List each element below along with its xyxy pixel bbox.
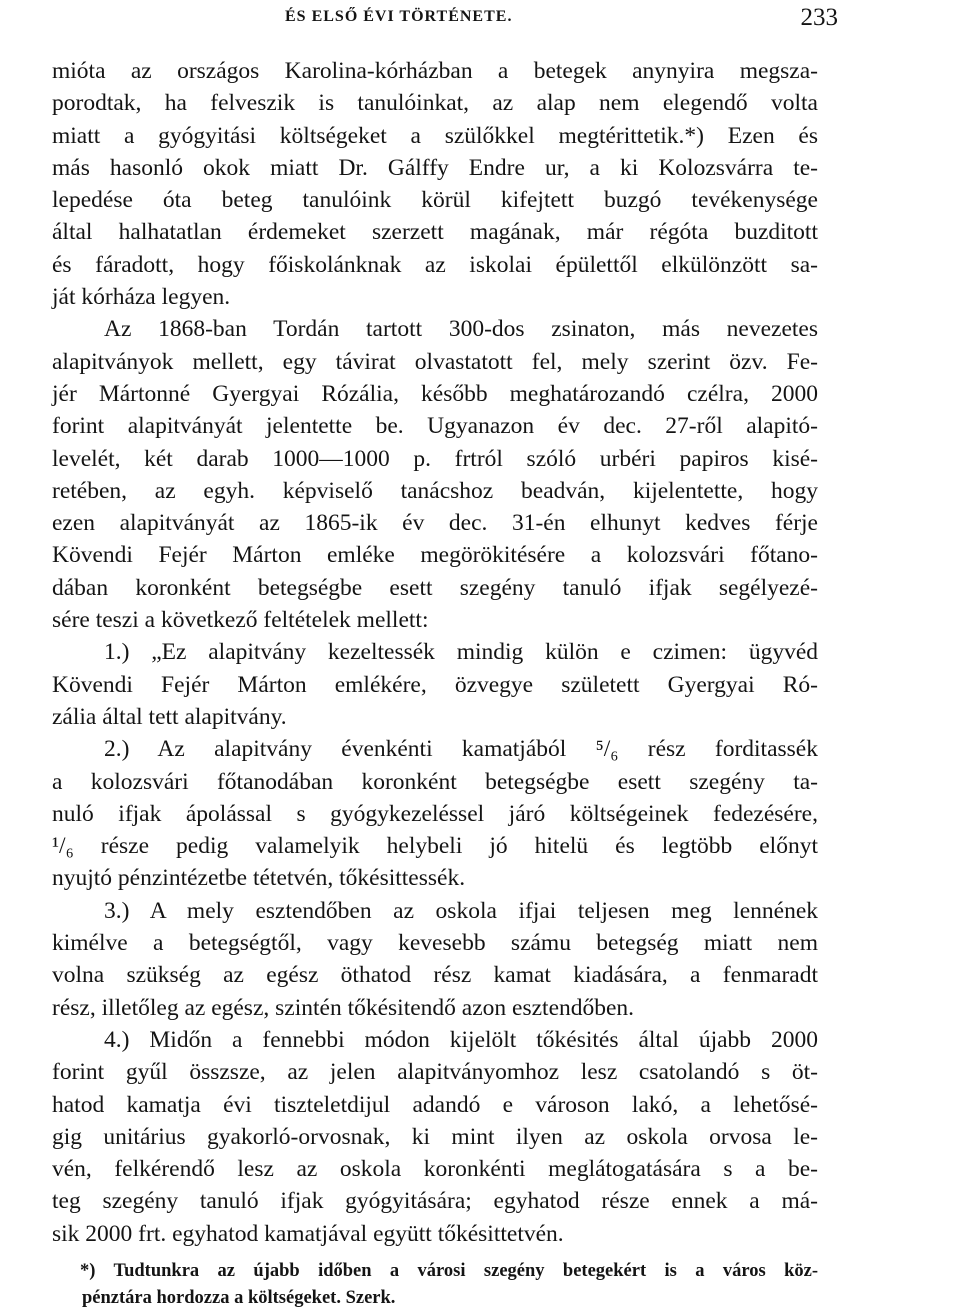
running-title: ÉS ELSŐ ÉVI TÖRTÉNETE. xyxy=(285,8,513,25)
text-line: mióta az országos Karolina-kórházban a betegek anynyira megsza- xyxy=(52,58,818,84)
text-line: volna szükség az egész öthatod rész kamat kiadására, a fenmaradt xyxy=(52,962,818,989)
text-line: vén, felkérendő lesz az oskola koronkénti meglátogatására s a be- xyxy=(52,1156,818,1183)
text-line: hatod kamatja évi tiszteletdijul adandó e városon lakó, a lehetősé- xyxy=(52,1091,818,1118)
text-line: nyujtó pénzintézetbe tétetvén, tőkésittessék. xyxy=(52,865,466,892)
text-line: retében, az egyh. képviselő tanácshoz beadván, kijelentette, hogy xyxy=(52,477,818,504)
text-line: levelét, két darab 1000—1000 p. frtról szóló urbéri papiros kisé- xyxy=(52,445,818,472)
text-line: rész, illetőleg az egész, szintén tőkésitendő azon esztendőben. xyxy=(52,994,635,1021)
text-line: sére teszi a következő feltételek mellett: xyxy=(52,607,429,634)
text-line: porodtak, ha felveszik is tanulóinkat, az alap nem elegendő volta xyxy=(52,90,818,117)
text-line: teg szegény tanuló ifjak gyógyitására; egyhatod része ennek a má- xyxy=(52,1188,818,1215)
page-number: 233 xyxy=(800,4,838,31)
text-line: dában koronként betegségbe esett szegény tanuló ifjak segélyezé- xyxy=(52,574,818,601)
text-line: kimélve a betegségtől, vagy kevesebb számu betegség miatt nem xyxy=(52,930,818,957)
text-line: lepedése óta beteg tanulóink körül kifejtett buzgó tevékenysége xyxy=(52,187,818,214)
text-line: forint gyűl összsze, az jelen alapitványomhoz lesz csatolandó s öt- xyxy=(52,1059,818,1086)
paragraph-start: 4.) Midőn a fennebbi módon kijelölt tőkésités által újabb 2000 xyxy=(104,1026,818,1053)
body-text xyxy=(52,55,818,1250)
text-line: miatt a gyógyitási költségeket a szülőkkel megtérittetik.*) Ezen és xyxy=(52,122,818,149)
text-line: ját kórháza legyen. xyxy=(52,284,231,311)
paragraph-start: Az 1868-ban Tordán tartott 300-dos zsinaton, más nevezetes xyxy=(104,316,818,343)
text-line: által halhatatlan érdemeket szerzett magának, már régóta buzditott xyxy=(52,219,818,246)
text-line: és fáradott, hogy főiskolánknak az iskolai épülettől elkülönzött sa- xyxy=(52,251,818,278)
text-line: ¹/₆ része pedig valamelyik helybeli jó hitelü és legtöbb előnyt xyxy=(52,833,818,860)
footnote-line: pénztára hordozza a költségeket. Szerk. xyxy=(82,1288,396,1308)
text-line: forint alapitványát jelentette be. Ugyanazon év dec. 27-ről alapitó- xyxy=(52,413,818,440)
footnote xyxy=(52,1258,818,1312)
text-line: ezen alapitványát az 1865-ik év dec. 31-én elhunyt kedves férje xyxy=(52,510,818,537)
text-line: más hasonló okok miatt Dr. Gálffy Endre ur, a ki Kolozsvárra te- xyxy=(52,154,818,181)
paragraph-start: 2.) Az alapitvány évenkénti kamatjából ⁵/₆ rész forditassék xyxy=(104,736,818,763)
text-line: Kövendi Fejér Márton emlékére, özvegye született Gyergyai Ró- xyxy=(52,671,818,698)
text-line: zália által tett alapitvány. xyxy=(52,703,287,730)
text-line: gig unitárius gyakorló-orvosnak, ki mint ilyen az oskola orvosa le- xyxy=(52,1123,818,1150)
text-line: sik 2000 frt. egyhatod kamatjával együtt tőkésittetvén. xyxy=(52,1220,564,1247)
text-line: alapitványok mellett, egy távirat olvastatott fel, mely szerint özv. Fe- xyxy=(52,348,818,375)
text-line: jér Mártonné Gyergyai Rózália, később meghatározandó czélra, 2000 xyxy=(52,380,818,407)
running-header xyxy=(0,2,960,42)
paragraph-start: 1.) „Ez alapitvány kezeltessék mindig külön e czimen: ügyvéd xyxy=(104,639,818,666)
footnote-line: *) Tudtunkra az újabb időben a városi szegény betegekért is a város köz- xyxy=(80,1261,818,1281)
text-line: nuló ifjak ápolással s gyógykezeléssel járó költségeinek fedezésére, xyxy=(52,800,818,827)
text-line: Kövendi Fejér Márton emléke megörökitésére a kolozsvári főtano- xyxy=(52,542,818,569)
paragraph-start: 3.) A mely esztendőben az oskola ifjai teljesen meg lennének xyxy=(104,897,818,924)
text-line: a kolozsvári főtanodában koronként betegségbe esett szegény ta- xyxy=(52,768,818,795)
